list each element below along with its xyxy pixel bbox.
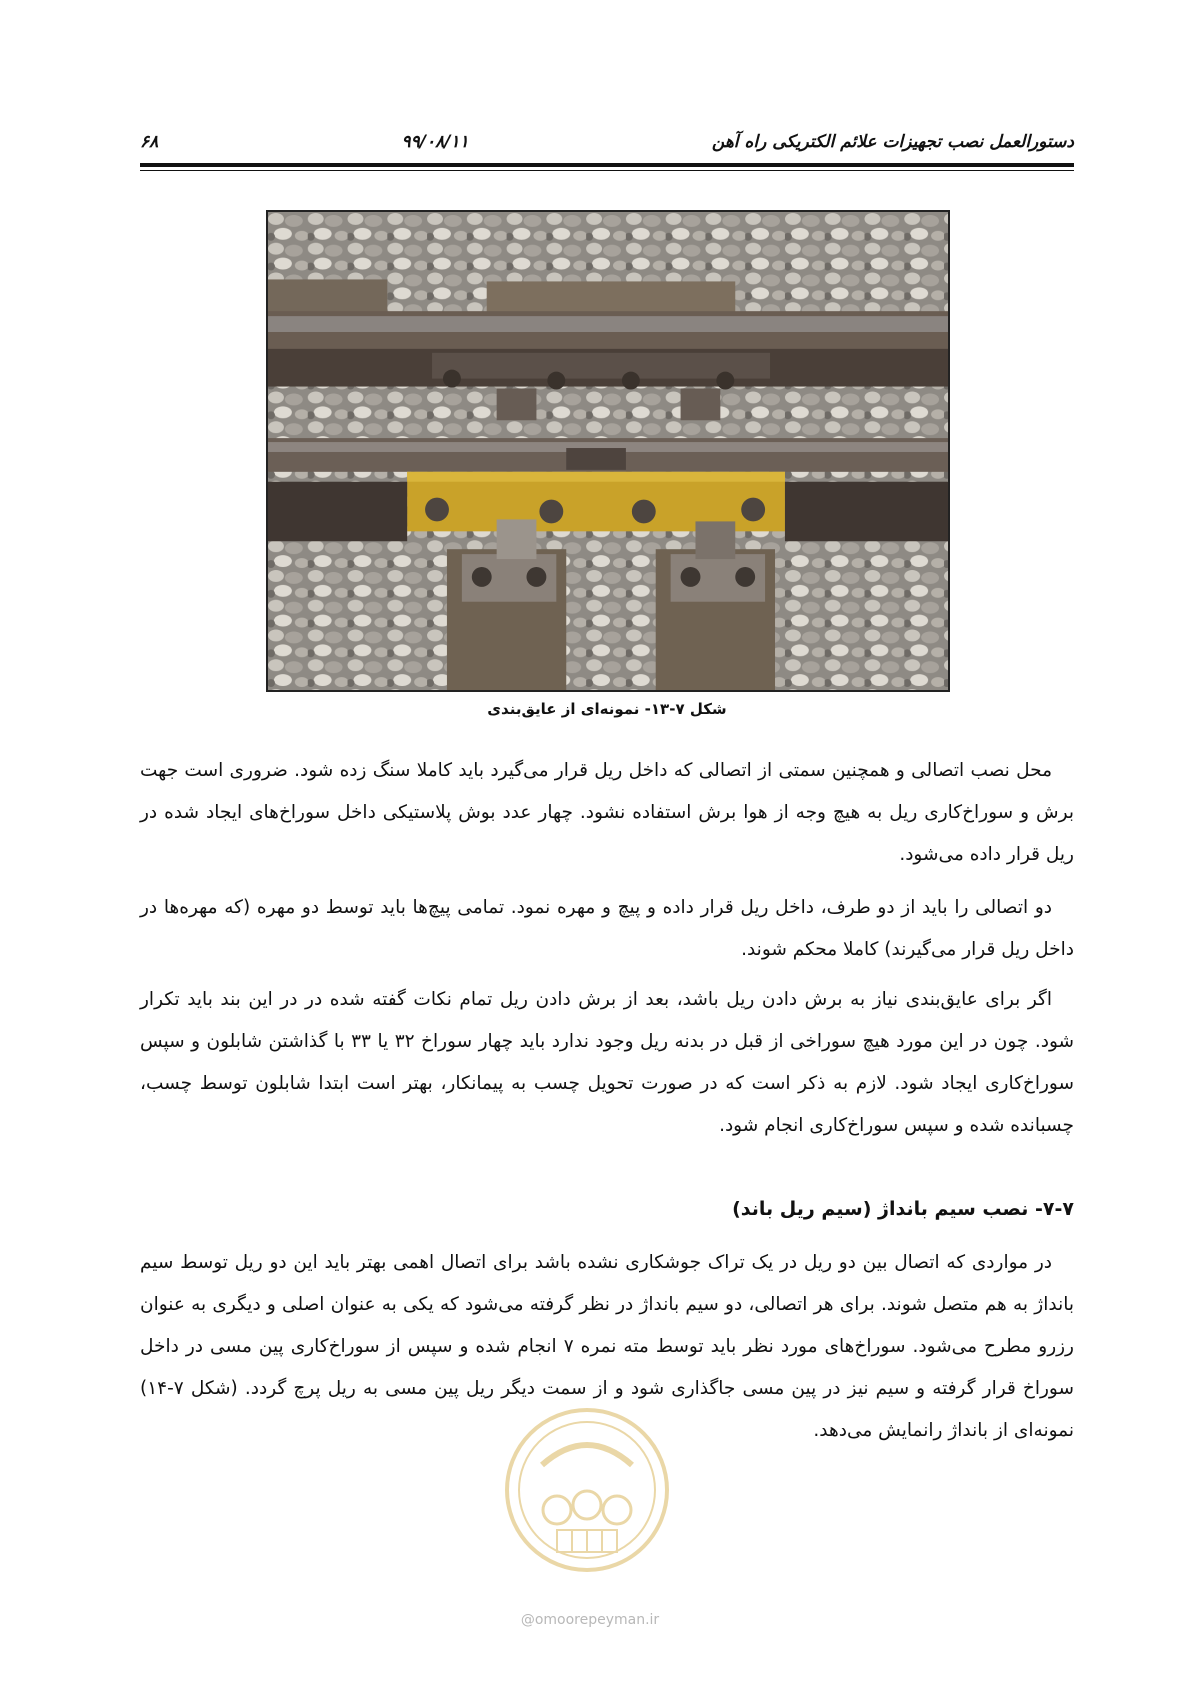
paragraph-text: دو اتصالی را باید از دو طرف، داخل ریل قرار داده و پیچ و مهره نمود. تمامی پیچ‌ها باید توسط دو مهره (که مهره‌ها در داخل ریل قرار می‌گیرند) کاملا محکم شوند. [140,897,1074,960]
rail-insulation-illustration [268,212,948,690]
paragraph-text: محل نصب اتصالی و همچنین سمتی از اتصالی که داخل ریل قرار می‌گیرد باید کاملا سنگ زده شود. ضروری است جهت برش و سوراخ‌کاری ریل به هیچ وجه از هوا برش استفاده نشود. چهار عدد بوش پلاستیکی داخل سوراخ‌های ایجاد شده در ریل قرار داده می‌شود. [140,760,1074,865]
watermark-url: @omoorepeyman.ir [520,1612,660,1628]
document-title: دستورالعمل نصب تجهیزات علائم الکتریکی راه آهن [711,132,1074,152]
paragraph-rail-cutting [140,979,1074,1147]
header-rule-thick [140,163,1074,167]
rail-insulation-photo [266,210,950,692]
paragraph-fishplate-bolting [140,887,1074,971]
header-date: ۹۹/۰۸/۱۱ [401,132,469,152]
paragraph-text: در مواردی که اتصال بین دو ریل در یک تراک جوشکاری نشده باشد برای اتصال اهمی بهتر باید این دو ریل توسط سیم بانداژ به هم متصل شوند. برای هر اتصالی، دو سیم بانداژ در نظر گرفته می‌شود که یکی به عنوان اصلی و دیگری به عنوان رزرو مطرح می‌شود. سوراخ‌های مورد نظر باید توسط مته نمره ۷ انجام شده و سپس از سوراخ‌کاری پین مسی در داخل سوراخ قرار گرفته و سیم نیز در پین مسی جاگذاری شود و از سمت دیگر ریل پین مسی به ریل پرچ گردد. (شکل ۷-۱۴) نمونه‌ای از بانداژ رانمایش می‌دهد. [140,1252,1074,1441]
section-heading: ۷-۷- نصب سیم بانداژ (سیم ریل باند) [732,1198,1074,1220]
figure-caption: شکل ۷-۱۳- نمونه‌ای از عایق‌بندی [487,700,727,718]
page-header [140,128,1074,156]
watermark-logo-icon [502,1405,672,1575]
paragraph-rail-grinding [140,750,1074,876]
header-rule-thin [140,170,1074,171]
page-number: ۶۸ [140,132,159,152]
paragraph-text: اگر برای عایق‌بندی نیاز به برش دادن ریل باشد، بعد از برش دادن ریل تمام نکات گفته شده در در این بند باید تکرار شود. چون در این مورد هیچ سوراخی از قبل در بدنه ریل وجود ندارد باید چهار سوراخ ۳۲ یا ۳۳ با گذاشتن شابلون و سپس سوراخ‌کاری ایجاد شود. لازم به ذکر است که در صورت تحویل چسب به پیمانکار، بهتر است ابتدا شابلون توسط چسب، چسبانده شده و سپس سوراخ‌کاری انجام شود. [140,989,1074,1136]
